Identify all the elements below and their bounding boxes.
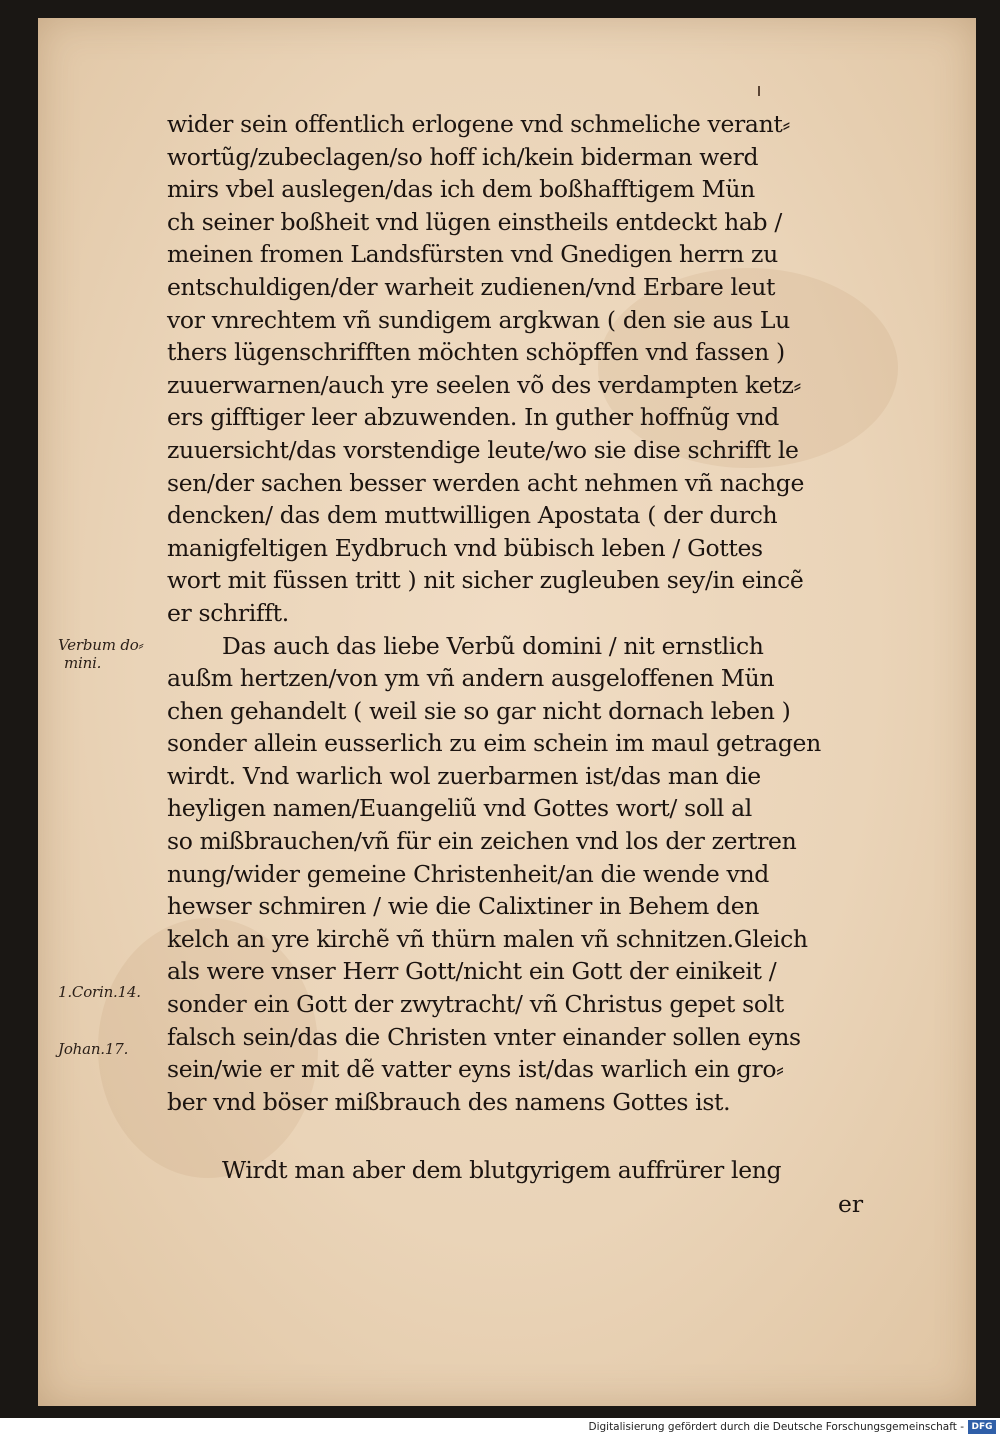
text-line: ers gifftiger leer abzuwenden. In guther hoffnũg vnd	[167, 403, 779, 432]
footer-bar	[0, 1418, 1000, 1437]
margin-note-verbum	[58, 636, 143, 672]
text-line: sonder allein eusserlich zu eim schein im maul getragen	[167, 729, 821, 758]
text-line: sein/wie er mit dẽ vatter eyns ist/das warlich ein gro⸗	[167, 1055, 784, 1084]
text-line: Wirdt man aber dem blutgyrigem auffrürer leng	[222, 1156, 782, 1185]
dfg-logo-icon: DFG	[968, 1420, 996, 1434]
text-line: er schrifft.	[167, 598, 289, 627]
text-line: kelch an yre kirchẽ vñ thürn malen vñ schnitzen.Gleich	[167, 924, 808, 953]
text-line: wort mit füssen tritt ) nit sicher zugleuben sey/in eincẽ	[167, 566, 804, 595]
text-line: nung/wider gemeine Christenheit/an die wende vnd	[167, 859, 769, 888]
text-line: vor vnrechtem vñ sundigem argkwan ( den sie aus Lu	[167, 305, 790, 334]
text-line: wider sein offentlich erlogene vnd schmeliche verant⸗	[167, 110, 790, 138]
catchword: er	[838, 1190, 864, 1218]
text-line: chen gehandelt ( weil sie so gar nicht dornach leben )	[167, 696, 791, 725]
text-line: thers lügenschrifften möchten schöpffen vnd fassen )	[167, 338, 785, 367]
text-line: entschuldigen/der warheit zudienen/vnd Erbare leut	[167, 272, 776, 301]
text-line: so mißbrauchen/vñ für ein zeichen vnd los der zertren	[167, 827, 797, 856]
body-text	[167, 108, 907, 1187]
text-line: falsch sein/das die Christen vnter einander sollen eyns	[167, 1022, 801, 1051]
text-line: manigfeltigen Eydbruch vnd bübisch leben / Gottes	[167, 533, 763, 562]
paper-mark	[758, 86, 760, 96]
text-line: zuuersicht/das vorstendige leute/wo sie dise schrifft le	[167, 435, 799, 464]
text-line: mirs vbel auslegen/das ich dem boßhafftigem Mün	[167, 175, 755, 204]
text-line: wortũg/zubeclagen/so hoff ich/kein biderman werd	[167, 142, 759, 171]
text-line: dencken/ das dem muttwilligen Apostata ( der durch	[167, 501, 778, 530]
text-line: hewser schmiren / wie die Calixtiner in Behem den	[167, 892, 760, 921]
text-line: zuuerwarnen/auch yre seelen võ des verdampten ketz⸗	[167, 370, 802, 399]
margin-note-johann: Johan.17.	[58, 1040, 129, 1058]
funding-credit: Digitalisierung gefördert durch die Deutsche Forschungsgemeinschaft -	[588, 1421, 964, 1433]
margin-note-line: mini.	[64, 654, 102, 672]
text-line: heyligen namen/Euangeliũ vnd Gottes wort/ soll al	[167, 794, 752, 823]
margin-note-corinth: 1.Corin.14.	[58, 983, 141, 1001]
text-line: als were vnser Herr Gott/nicht ein Gott der einikeit /	[167, 957, 777, 986]
text-line: ch seiner boßheit vnd lügen einstheils entdeckt hab /	[167, 207, 782, 236]
text-line: sonder ein Gott der zwytracht/ vñ Christus gepet solt	[167, 990, 784, 1019]
paragraph-gap	[167, 1118, 907, 1154]
text-line: wirdt. Vnd warlich wol zuerbarmen ist/das man die	[167, 761, 761, 790]
text-line: außm hertzen/von ym vñ andern ausgeloffenen Mün	[167, 664, 775, 693]
margin-note-line: Verbum do⸗	[58, 636, 144, 654]
text-line: meinen fromen Landsfürsten vnd Gnedigen herrn zu	[167, 240, 778, 269]
text-line: Das auch das liebe Verbũ domini / nit ernstlich	[222, 631, 764, 660]
text-line: ber vnd böser mißbrauch des namens Gottes ist.	[167, 1087, 731, 1116]
text-line: sen/der sachen besser werden acht nehmen vñ nachge	[167, 468, 805, 497]
